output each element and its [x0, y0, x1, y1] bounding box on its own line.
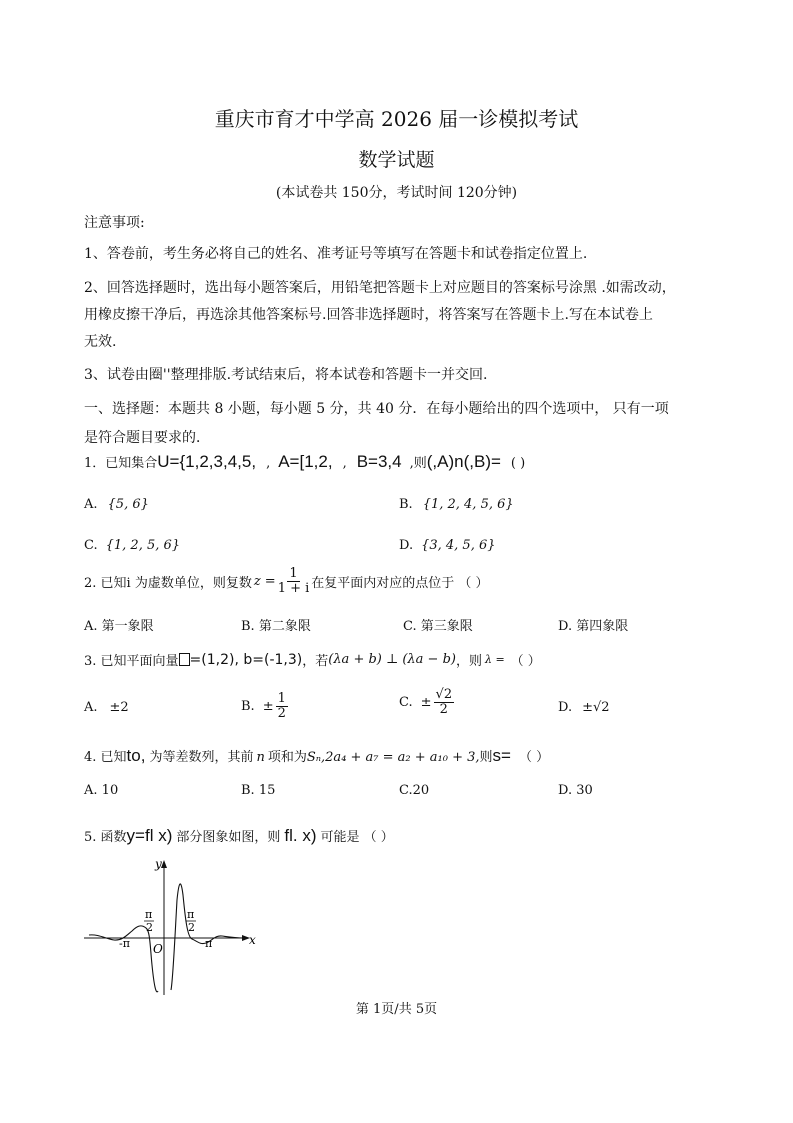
q3-option-c-num: √2 — [435, 687, 453, 702]
q4-mid: 为等差数列，其前 — [149, 750, 254, 765]
q3-option-d-text: ±√2 — [582, 700, 610, 715]
q4-equation: Sₙ,2a₄ + a₇ = a₂ + a₁₀ + 3, — [306, 750, 480, 765]
q3-option-a-key: A. — [84, 700, 98, 715]
q3-post: ，则 — [455, 654, 482, 669]
q3-option-b-num: 1 — [277, 691, 286, 706]
q4-mid2: 项和为 — [267, 750, 307, 765]
q2-numerator: 1 — [289, 566, 298, 581]
q1-option-c — [84, 538, 180, 553]
exam-subject: 数学试题 — [358, 149, 435, 171]
q2-z: z = — [253, 574, 276, 590]
q5-suffix: 可能是 （ ） — [320, 830, 394, 845]
q3-option-c-den: 2 — [439, 702, 448, 718]
q2-option-a-text: 第一象限 — [101, 619, 154, 634]
q3-vectors: =(1,2), b=(-1,3) — [189, 651, 303, 668]
question-4 — [84, 746, 549, 766]
q2-option-b-key: B. — [241, 619, 255, 634]
half-pi-right-num: π — [187, 908, 195, 921]
page-number: 第 1页/共 5页 — [355, 1002, 438, 1017]
q2-option-b-text: 第二象限 — [258, 619, 311, 634]
q4-n: n — [256, 750, 265, 765]
half-pi-left-den: 2 — [146, 921, 153, 934]
q3-option-a — [84, 700, 129, 715]
q3-option-b — [241, 692, 290, 722]
q5-prefix: 5. 函数 — [84, 830, 127, 845]
q4-option-d-key: D. — [558, 783, 573, 798]
q3-option-d-key: D. — [558, 700, 573, 715]
question-1 — [84, 452, 525, 472]
q3-option-b-key: B. — [241, 699, 255, 715]
q1-prefix: 1．已知集合 — [84, 456, 158, 471]
question-5 — [84, 826, 394, 846]
exam-meta: (本试卷共 150分，考试时间 120分钟) — [275, 185, 518, 201]
q1-option-a-key: A. — [84, 497, 98, 512]
q3-lambda: λ = — [484, 653, 505, 666]
note-2-line-2: 用橡皮擦干净后，再选涂其他答案标号.回答非选择题时，将答案写在答题卡上.写在本试卷上 — [84, 307, 653, 323]
q3-option-c-fraction — [434, 688, 455, 718]
tick-neg-pi: -π — [119, 937, 130, 950]
q1-option-b — [399, 497, 514, 512]
q1-set-a: A=[1,2, — [278, 452, 333, 471]
q4-option-a-key: A. — [84, 783, 98, 798]
q1-option-c-text: {1, 2, 5, 6} — [105, 538, 181, 553]
q4-to: to, — [126, 746, 146, 765]
q1-set-b: B=3,4 — [356, 452, 402, 471]
q3-prefix: 3. 已知平面向量 — [84, 654, 179, 669]
q1-expression: (,A)n(,B)= — [426, 452, 501, 471]
q4-s: s= — [492, 746, 511, 765]
section-line-1: 一、选择题：本题共 8 小题，每小题 5 分，共 40 分．在每小题给出的四个选项中， 只有一项 — [84, 401, 669, 417]
q3-answer-paren: （ ） — [510, 654, 541, 669]
q2-option-d — [558, 615, 628, 634]
q2-prefix: 2. 已知i 为虚数单位，则复数 — [84, 576, 252, 592]
q2-option-c — [403, 615, 473, 634]
q1-option-d — [399, 538, 496, 553]
q1-option-d-text: {3, 4, 5, 6} — [421, 538, 496, 553]
q1-sep-3: , — [409, 456, 414, 471]
q4-option-c-key: C. — [399, 783, 413, 798]
q2-option-a-key: A. — [84, 619, 98, 634]
y-label: y — [155, 857, 162, 871]
q3-option-d — [558, 700, 610, 715]
q2-option-c-text: 第三象限 — [420, 619, 473, 634]
q3-option-b-fraction — [276, 692, 288, 722]
q1-answer-paren: ( ) — [510, 456, 526, 471]
q3-option-a-text: ±2 — [109, 700, 129, 715]
q2-option-d-key: D. — [558, 619, 573, 634]
q2-option-b — [241, 615, 311, 634]
q2-option-a — [84, 615, 154, 634]
q4-prefix: 4. 已知 — [84, 750, 127, 765]
half-pi-left-num: π — [145, 908, 153, 921]
q3-option-c — [399, 688, 456, 718]
half-pi-right-label — [186, 908, 196, 934]
q1-option-a-text: {5, 6} — [107, 497, 149, 512]
q2-suffix: 在复平面内对应的点位于 （ ） — [311, 576, 489, 592]
q4-then: 则 — [479, 750, 493, 765]
origin-label: O — [153, 942, 163, 956]
q1-option-b-key: B. — [399, 497, 413, 512]
note-3: 3、试卷由圈''整理排版.考试结束后，将本试卷和答题卡一并交回. — [84, 367, 488, 383]
q3-option-b-sign: ± — [262, 699, 274, 715]
q5-mid: 部分图象如图，则 — [176, 830, 281, 845]
q1-option-a — [84, 497, 149, 512]
tick-pi: π — [205, 937, 213, 950]
q4-option-b — [241, 783, 275, 798]
q2-fraction — [278, 567, 310, 597]
q4-option-a — [84, 783, 118, 798]
missing-glyph-box — [179, 653, 190, 666]
q1-option-d-key: D. — [399, 538, 414, 553]
q1-sep-1: , — [266, 456, 271, 471]
q5-function: y=fl x) — [126, 826, 173, 845]
q1-option-c-key: C. — [84, 538, 98, 553]
exam-title: 重庆市育才中学高 2026 届一诊模拟考试 — [214, 107, 579, 131]
q5-fx: fl. x) — [284, 826, 317, 845]
function-graph — [84, 855, 264, 1000]
q1-set-u: U={1,2,3,4,5, — [157, 452, 257, 471]
q1-sep-2: , — [342, 456, 347, 471]
section-line-2: 是符合题目要求的． — [84, 430, 210, 446]
q1-then: 则 — [413, 456, 427, 471]
q4-option-d — [558, 783, 593, 798]
q4-option-c-text: 20 — [412, 783, 430, 798]
q1-option-b-text: {1, 2, 4, 5, 6} — [422, 497, 514, 512]
notes-heading: 注意事项: — [84, 215, 145, 231]
note-1: 1、答卷前，考生务必将自己的姓名、准考证号等填写在答题卡和试卷指定位置上. — [84, 246, 588, 262]
q3-mid: ，若 — [302, 654, 329, 669]
half-pi-left-label — [144, 908, 154, 934]
y-axis-arrow-icon — [161, 860, 167, 868]
q4-option-c — [399, 783, 429, 798]
q3-option-c-sign: ± — [420, 695, 432, 711]
q4-option-b-text: 15 — [258, 783, 276, 798]
q3-option-b-den: 2 — [277, 706, 286, 722]
q4-option-a-text: 10 — [101, 783, 119, 798]
note-2-line-3: 无效. — [84, 334, 117, 350]
question-2 — [84, 567, 489, 597]
half-pi-right-den: 2 — [188, 921, 195, 934]
q4-answer-paren: （ ） — [518, 750, 550, 765]
q3-condition: (λa + b) ⊥ (λa − b) — [328, 652, 456, 667]
x-label: x — [249, 933, 256, 947]
note-2-line-1: 2、回答选择题时，选出每小题答案后，用铅笔把答题卡上对应题目的答案标号涂黑 .如需改动， — [84, 280, 676, 296]
q4-option-b-key: B. — [241, 783, 255, 798]
q3-option-c-key: C. — [399, 695, 413, 711]
q2-option-c-key: C. — [403, 619, 417, 634]
q4-option-d-text: 30 — [576, 783, 593, 798]
q2-denominator: 1 + i — [277, 581, 310, 597]
q2-option-d-text: 第四象限 — [576, 619, 629, 634]
question-3 — [84, 650, 541, 669]
